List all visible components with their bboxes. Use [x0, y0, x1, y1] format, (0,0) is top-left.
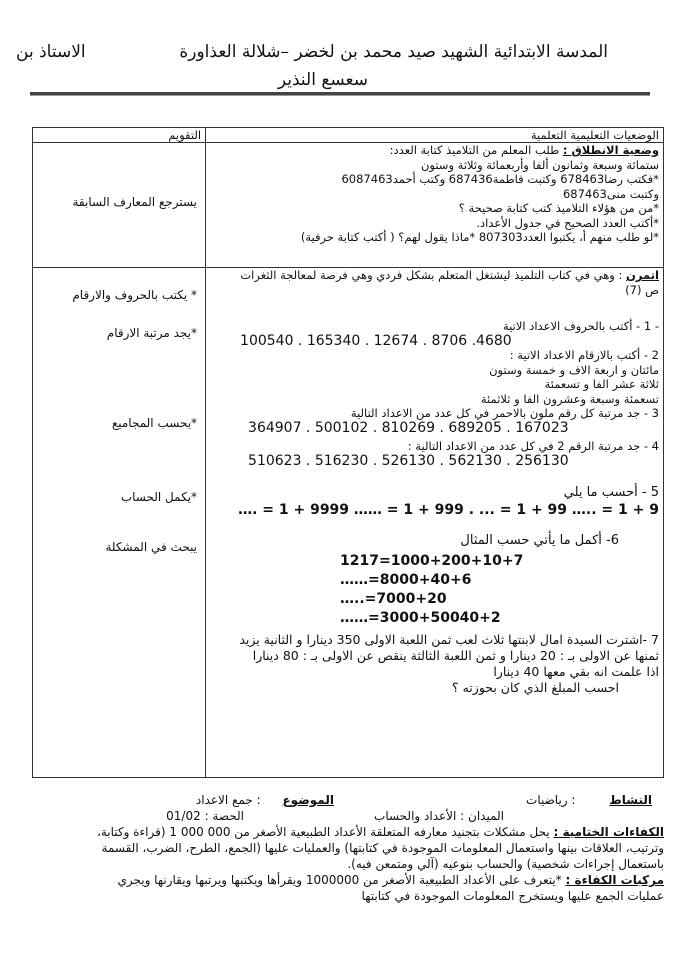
question-7-line: احسب المبلغ الذي كان بحوزته ؟ — [452, 680, 619, 695]
question-7-line: ثمنها عن الاولى بـ : 20 دينارا و ثمن اللعبة الثالثة ينقص عن الاولى بـ : 80 دينارا — [252, 648, 659, 663]
competency-components-line: *يتعرف على الأعداد الطبيعية الأصغر من 1000000 ويقرأها ويكتبها ويرتبها ويقارنها ويجري — [117, 873, 562, 887]
intro-eval: يسترجع المعارف السابقة — [72, 195, 198, 209]
competency-components-line: عمليات الجمع عليها ويستخرج المعلومات الموجودة في كتابتها — [361, 889, 664, 903]
exercise-content — [206, 268, 664, 778]
intro-line: طلب المعلم من التلاميذ كتابة العدد: — [389, 143, 560, 157]
question-2-line: مائتان و اربعة الاف و خمسة وستون — [489, 362, 659, 377]
intro-line: *أكتب العدد الصحيح في جدول الأعداد. — [476, 215, 659, 230]
subject-value: : جمع الاعداد — [195, 793, 261, 807]
exercise-eval: * يكتب بالحروف والارقام — [72, 288, 198, 302]
intro-content — [206, 143, 664, 268]
final-competencies-line: يحل مشكلات بتجنيد معارفه المتعلقة الأعداد الطبيعية الأصغر من 000 000 1 (قراءة وكتابة، — [97, 825, 550, 839]
school-header — [8, 36, 668, 70]
exercise-intro: : وهي في كتاب التلميذ ليشتغل المتعلم بشكل فردي وهي فرصة لمعالجة الثغرات — [240, 268, 623, 282]
header-divider — [30, 92, 650, 96]
content-column-header: الوضعيات التعليمية التعلمية — [206, 128, 664, 143]
question-3: 3 - جد مرتبة كل رقم ملون بالاحمر في كل عدد من الاعداد التالية — [350, 406, 659, 420]
exercise-eval: *يجد مرتبة الارقام — [106, 326, 198, 340]
table-header-row — [33, 128, 664, 143]
subject-label: الموضوع — [282, 793, 334, 807]
intro-line: *لو طلب منهم أ، يكتبوا العدد807303 *ماذا يقول لهم؟ ( أكتب كتابة حرفية) — [300, 230, 659, 244]
final-competencies-line: وترتيب، العلاقات بينها واستعمال المعلومات الموجودة في كتابتها) والعمليات عليها (الجمع، الطرح، الضرب، القسمة — [101, 841, 664, 855]
question-6: 6- أكمل ما يأتي حسب المثال — [460, 532, 619, 548]
intro-line: *من من هؤلاء التلاميذ كتب كتابة صحيحة ؟ — [458, 201, 659, 215]
intro-title: وضعية الانطلاق : — [562, 143, 659, 157]
intro-line: *فكتب رضا678463 وكتبت فاطمة687436 وكتب أحمد6087463 — [341, 172, 659, 186]
lesson-footer — [28, 792, 664, 904]
question-2-line: تسعمئة وسبعة وعشرون الفا و ثلاثمئة — [480, 391, 659, 406]
final-competencies-line: باستعمال إجراءات شخصية) والحساب بنوعيه (آلي ومتمعن فيه). — [347, 857, 664, 871]
intro-line: ستمائة وسبعة وثمانون ألفا وأربعمائة وثلاثة وستون — [420, 157, 659, 172]
evaluation-column-header: التقويم — [33, 128, 206, 143]
teacher-label: الاستاذ بن — [16, 42, 86, 62]
question-6-line: ……=3000+50040+2 — [340, 610, 501, 626]
teacher-name: سعسع النذير — [277, 70, 368, 90]
activity-label: النشاط — [609, 793, 652, 807]
exercise-eval: يبحث في المشكلة — [105, 540, 198, 554]
question-7-line: اذا علمت انه بقي معها 40 دينارا — [493, 664, 659, 679]
field-text: الميدان : الأعداد والحساب — [374, 809, 504, 823]
session-text: الحصة : 01/02 — [166, 809, 244, 823]
question-4: 4 - جد مرتبة الرقم 2 في كل عدد من الاعداد التالية : — [407, 439, 659, 453]
intro-row — [33, 143, 664, 268]
school-name: المدسة الابتدائية الشهيد صيد محمد بن لخضر –شلالة العذاورة — [179, 42, 608, 62]
question-5: 5 - أحسب ما يلي — [563, 485, 659, 500]
intro-eval-cell — [33, 143, 206, 268]
question-2: 2 - أكتب بالارقام الاعداد الاتية : — [509, 348, 659, 362]
question-6-line: ……=8000+40+6 — [340, 572, 472, 588]
question-7-line: 7 -اشترت السيدة امال لابنتها ثلاث لعب ثمن اللعبة الاولى 350 دينارا و الثانية يزيد — [239, 632, 659, 647]
exercise-row — [33, 268, 664, 778]
question-5-sums: …. = 1 + 9999 …… = 1 + 999 . ... = 1 + 99 ….. = 1 + 9 — [238, 501, 659, 518]
question-4-numbers: 510623 . 516230 . 526130 . 562130 . 256130 — [248, 452, 569, 469]
exercise-eval-cell — [33, 268, 206, 778]
question-2-line: ثلاثة عشر الفا و تسعمئة — [544, 377, 659, 391]
question-1-numbers: 100540 . 165340 . 12674 . 8706 .4680 — [240, 332, 512, 349]
intro-line: وكتبت منى687463 — [562, 186, 659, 201]
question-6-line: 1217=1000+200+10+7 — [340, 553, 524, 569]
final-competencies-label: الكفاءات الختامية : — [553, 825, 664, 839]
question-3-numbers: 364907 . 500102 . 810269 . 689205 . 167023 — [248, 419, 569, 436]
exercise-eval: *يحسب المجاميع — [111, 416, 198, 430]
lesson-table — [32, 127, 664, 778]
exercise-title: اتمرن — [626, 268, 659, 282]
activity-value: : رياضيات — [526, 793, 576, 807]
exercise-eval: *يكمل الحساب — [120, 490, 198, 504]
question-1: - 1 - أكتب بالحروف الاعداد الاتية — [502, 319, 659, 333]
exercise-intro: ص (7) — [625, 282, 659, 297]
question-6-line: …..=7000+20 — [340, 591, 447, 607]
competency-components-label: مركبات الكفاءة : — [565, 873, 664, 887]
